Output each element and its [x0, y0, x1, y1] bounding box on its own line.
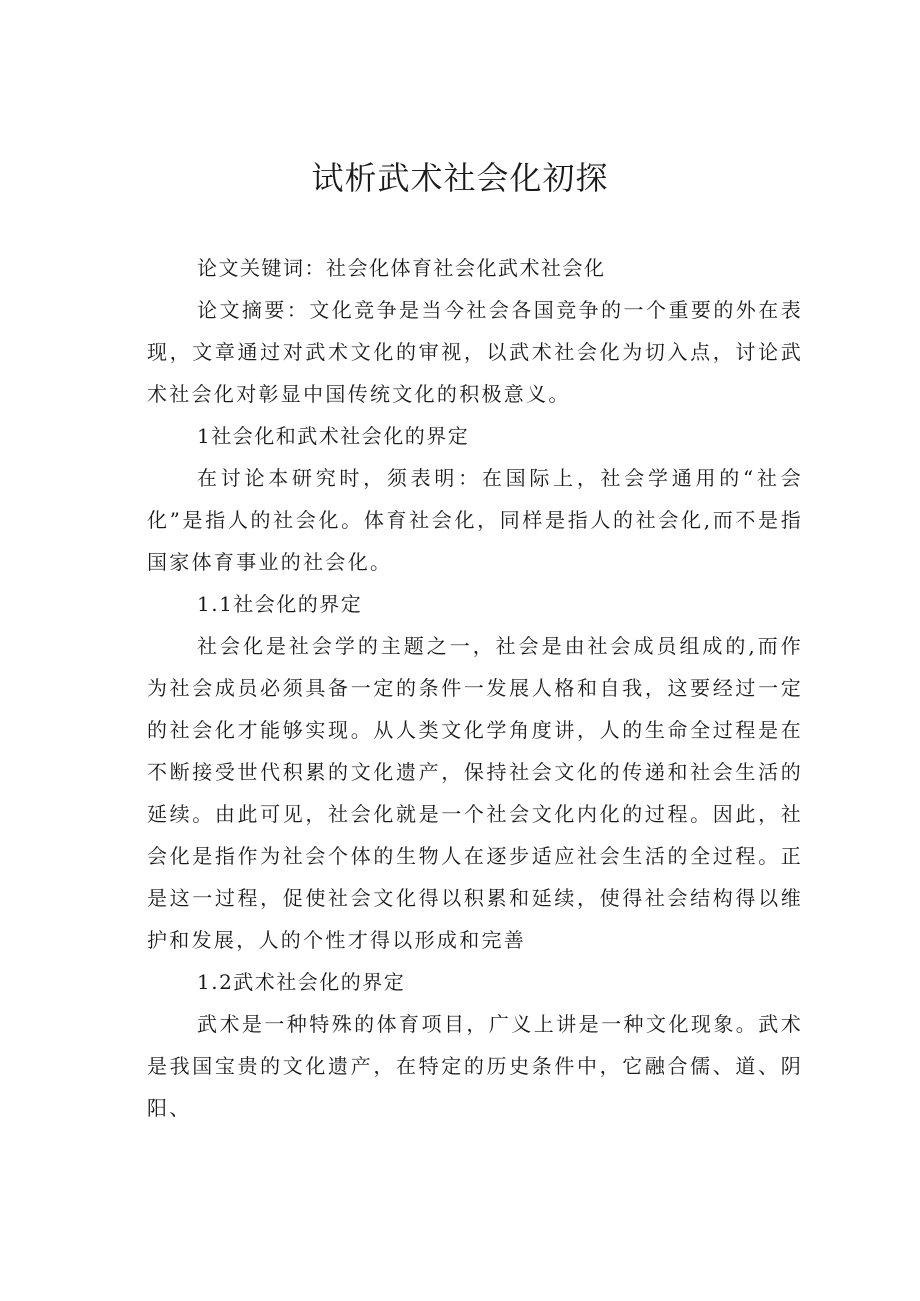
abstract-paragraph: 论文摘要：文化竞争是当今社会各国竞争的一个重要的外在表现，文章通过对武术文化的审视，以武术社会化为切入点，讨论武术社会化对彰显中国传统文化的积极意义。 [147, 298, 803, 406]
section-1-1-paragraph: 社会化是社会学的主题之一，社会是由社会成员组成的,而作为社会成员必须具备一定的条件一发展人格和自我，这要经过一定的社会化才能够实现。从人类文化学角度讲，人的生命全过程是在不断接受世代积累的文化遗产，保持社会文化的传递和社会生活的延续。由此可见，社会化就是一个社会文化内化的过程。因此，社会化是指作为社会个体的生物人在逐步适应社会生活的全过程。正是这一过程，促使社会文化得以积累和延续，使得社会结构得以维护和发展，人的个性才得以形成和完善 [147, 634, 803, 952]
section-1-paragraph: 在讨论本研究时，须表明：在国际上，社会学通用的“社会化”是指人的社会化。体育社会化，同样是指人的社会化,而不是指国家体育事业的社会化。 [147, 466, 803, 574]
section-1-2-paragraph: 武术是一种特殊的体育项目，广义上讲是一种文化现象。武术是我国宝贵的文化遗产，在特定的历史条件中，它融合儒、道、阴阳、 [147, 1012, 803, 1120]
section-1-2-heading: 1.2武术社会化的界定 [197, 970, 406, 994]
section-1-1-heading: 1.1社会化的界定 [197, 592, 363, 616]
document-title: 试析武术社会化初探 [311, 159, 609, 197]
document-body [147, 247, 803, 1129]
section-1-heading: 1社会化和武术社会化的界定 [197, 424, 470, 448]
keywords-line: 论文关键词：社会化体育社会化武术社会化 [197, 256, 606, 280]
